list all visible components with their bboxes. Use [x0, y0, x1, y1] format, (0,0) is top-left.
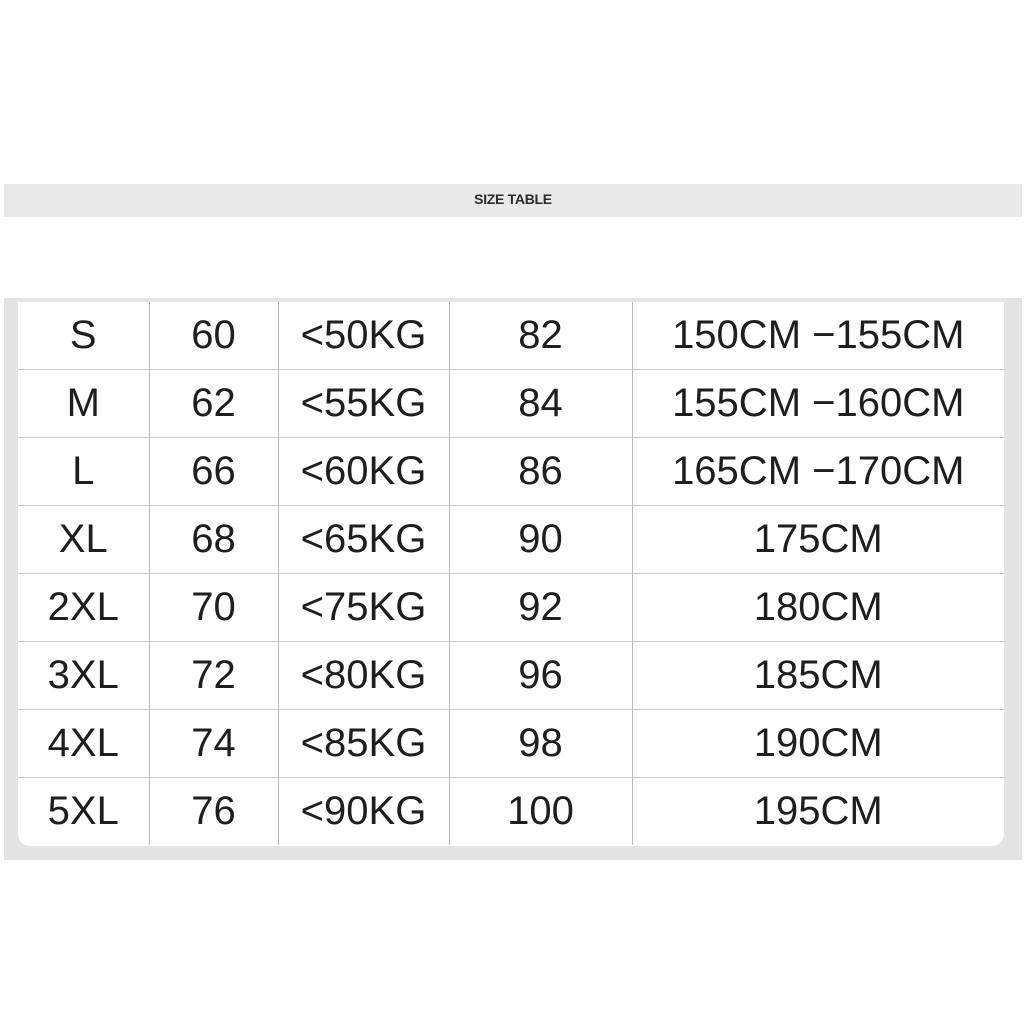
table-cell: 66	[149, 438, 278, 506]
size-cell: 2XL	[18, 574, 149, 642]
table-cell: 72	[149, 642, 278, 710]
table-cell: 86	[449, 438, 632, 506]
weight-cell: <65KG	[278, 506, 449, 574]
size-cell: XL	[18, 506, 149, 574]
size-cell: M	[18, 370, 149, 438]
height-cell: 185CM	[632, 642, 1004, 710]
table-cell: 62	[149, 370, 278, 438]
table-row	[18, 710, 1004, 778]
page-title: SIZE TABLE	[474, 190, 552, 207]
weight-cell: <60KG	[278, 438, 449, 506]
size-table	[18, 302, 1004, 845]
table-row	[18, 506, 1004, 574]
table-cell: 70	[149, 574, 278, 642]
height-cell: 155CM −160CM	[632, 370, 1004, 438]
weight-cell: <55KG	[278, 370, 449, 438]
table-cell: 92	[449, 574, 632, 642]
table-cell: 82	[449, 302, 632, 370]
height-cell: 190CM	[632, 710, 1004, 778]
weight-cell: <85KG	[278, 710, 449, 778]
weight-cell: <90KG	[278, 778, 449, 846]
height-cell: 175CM	[632, 506, 1004, 574]
table-row	[18, 574, 1004, 642]
table-row	[18, 642, 1004, 710]
table-cell: 60	[149, 302, 278, 370]
table-cell: 84	[449, 370, 632, 438]
table-cell: 68	[149, 506, 278, 574]
table-row	[18, 778, 1004, 846]
table-cell: 100	[449, 778, 632, 846]
table-cell: 90	[449, 506, 632, 574]
table-cell: 96	[449, 642, 632, 710]
height-cell: 195CM	[753, 789, 883, 833]
weight-cell: <50KG	[278, 302, 449, 370]
size-cell: 5XL	[18, 778, 149, 846]
table-row	[18, 302, 1004, 370]
height-cell: 150CM −155CM	[632, 302, 1004, 370]
height-cell: 180CM	[632, 574, 1004, 642]
weight-cell: <75KG	[278, 574, 449, 642]
table-row	[18, 438, 1004, 506]
size-table-container	[18, 302, 1004, 846]
weight-cell: <80KG	[278, 642, 449, 710]
size-cell: S	[18, 302, 149, 370]
table-cell: 98	[449, 710, 632, 778]
size-cell: L	[18, 438, 149, 506]
table-row	[18, 370, 1004, 438]
header-bar	[4, 184, 1022, 217]
table-cell: 76	[149, 778, 278, 846]
size-cell: 4XL	[18, 710, 149, 778]
height-cell: 165CM −170CM	[632, 438, 1004, 506]
table-cell: 74	[149, 710, 278, 778]
size-cell: 3XL	[18, 642, 149, 710]
